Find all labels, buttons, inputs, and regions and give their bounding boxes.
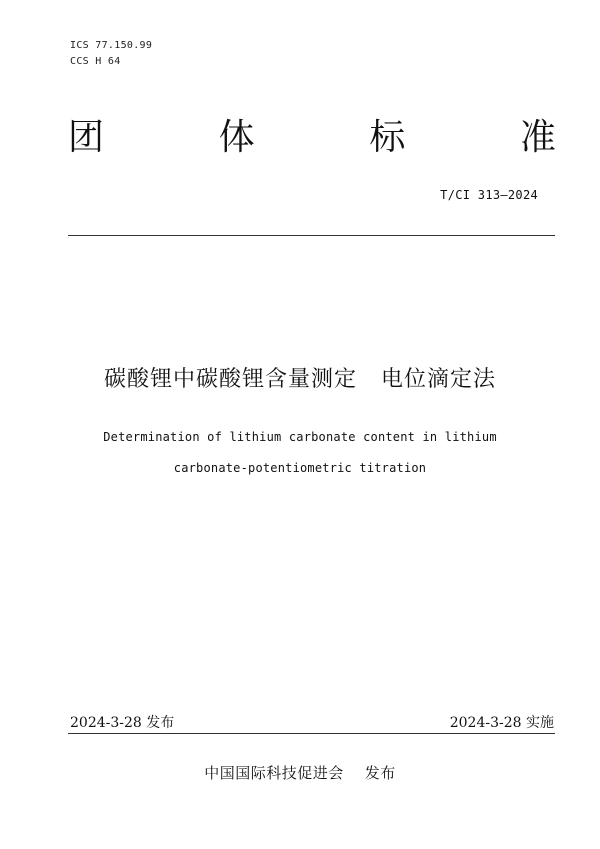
ics-code: ICS 77.150.99 <box>70 40 153 51</box>
publisher: 中国国际科技促进会 发布 <box>204 764 396 782</box>
top-divider <box>68 235 555 236</box>
standard-number: T/CI 313—2024 <box>440 188 538 202</box>
english-title-line-2: carbonate-potentiometric titration <box>173 461 427 475</box>
english-title-line-1: Determination of lithium carbonate content in lithium <box>103 430 497 444</box>
standard-type-heading <box>68 112 556 164</box>
standard-type-char: 体 <box>218 117 255 158</box>
ccs-code: CCS H 64 <box>70 56 121 67</box>
issue-date: 2024-3-28 发布 <box>70 715 175 731</box>
standard-type-char: 团 <box>68 117 105 158</box>
standard-type-char: 准 <box>519 117 556 158</box>
chinese-title: 碳酸锂中碳酸锂含量测定 电位滴定法 <box>104 367 496 392</box>
standard-type-char: 标 <box>369 117 406 158</box>
bottom-divider <box>68 733 555 734</box>
implementation-date: 2024-3-28 实施 <box>449 715 554 731</box>
